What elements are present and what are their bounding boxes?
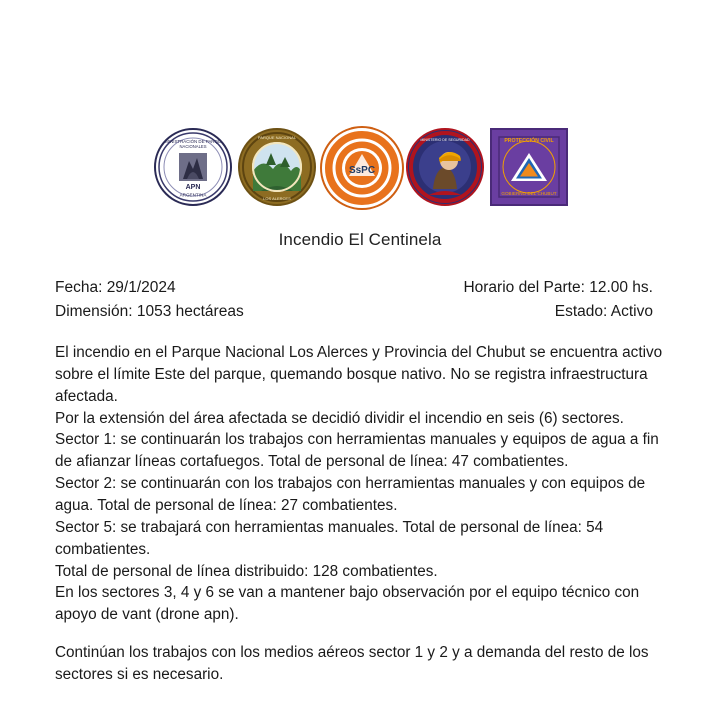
report-meta (55, 276, 665, 324)
svg-text:SsPC: SsPC (348, 165, 376, 176)
body-paragraph-1: El incendio en el Parque Nacional Los Alerces y Provincia del Chubut se encuentra activo sobre el límite Este del parque, quemando bosque nativo. No se registra infraestructura afectada. (55, 344, 663, 405)
apn-logo (154, 128, 230, 204)
body-paragraph-3: Sector 1: se continuarán los trabajos con herramientas manuales y equipos de agua a fin de afianzar líneas cortafuegos. Total de personal de línea: 47 combatientes. (55, 431, 659, 471)
body-paragraph-6: Total de personal de línea distribuido: 128 combatientes. (55, 562, 438, 580)
svg-text:PARQUE NACIONAL: PARQUE NACIONAL (257, 135, 297, 140)
report-body (55, 342, 665, 686)
logo-row (55, 0, 665, 204)
svg-text:ADMINISTRACIÓN DE PARQUES: ADMINISTRACIÓN DE PARQUES (159, 139, 227, 144)
svg-text:PROTECCIÓN CIVIL: PROTECCIÓN CIVIL (504, 138, 554, 144)
svg-text:ARGENTINA: ARGENTINA (179, 192, 207, 198)
meta-estado: Estado: Activo (554, 303, 653, 321)
body-paragraph-2: Por la extensión del área afectada se decidió dividir el incendio en seis (6) sectores. (55, 409, 624, 427)
sspc-logo (322, 128, 398, 204)
page-title: Incendio El Centinela (278, 230, 442, 249)
body-paragraph-4: Sector 2: se continuarán con los trabajos con herramientas manuales y con equipos de agua. Total de personal de línea: 27 combatientes. (55, 475, 646, 515)
svg-text:MINISTERIO DE SEGURIDAD: MINISTERIO DE SEGURIDAD (420, 138, 470, 142)
parque-nacional-los-alerces-logo (238, 128, 314, 204)
meta-row-fecha (55, 276, 665, 300)
body-paragraph-7: En los sectores 3, 4 y 6 se van a mantener bajo observación por el equipo técnico con apoyo de vant (drone apn). (55, 584, 640, 624)
svg-text:GOBIERNO DEL CHUBUT: GOBIERNO DEL CHUBUT (501, 191, 557, 196)
meta-fecha: Fecha: 29/1/2024 (55, 279, 176, 296)
meta-dimension: Dimensión: 1053 hectáreas (55, 303, 244, 321)
svg-text:NACIONALES: NACIONALES (179, 144, 207, 149)
body-paragraph-5: Sector 5: se trabajará con herramientas manuales. Total de personal de línea: 54 combatientes. (55, 518, 604, 558)
svg-text:LOS ALERCES: LOS ALERCES (263, 196, 291, 201)
body-paragraph-8: Continúan los trabajos con los medios aéreos sector 1 y 2 y a demanda del resto de los sectores si es necesario. (55, 644, 649, 684)
ministerio-seguridad-logo (406, 128, 482, 204)
proteccion-civil-logo (490, 128, 566, 204)
meta-row-dimension (55, 300, 665, 324)
svg-text:APN: APN (185, 184, 201, 191)
meta-horario: Horario del Parte: 12.00 hs. (463, 279, 653, 296)
